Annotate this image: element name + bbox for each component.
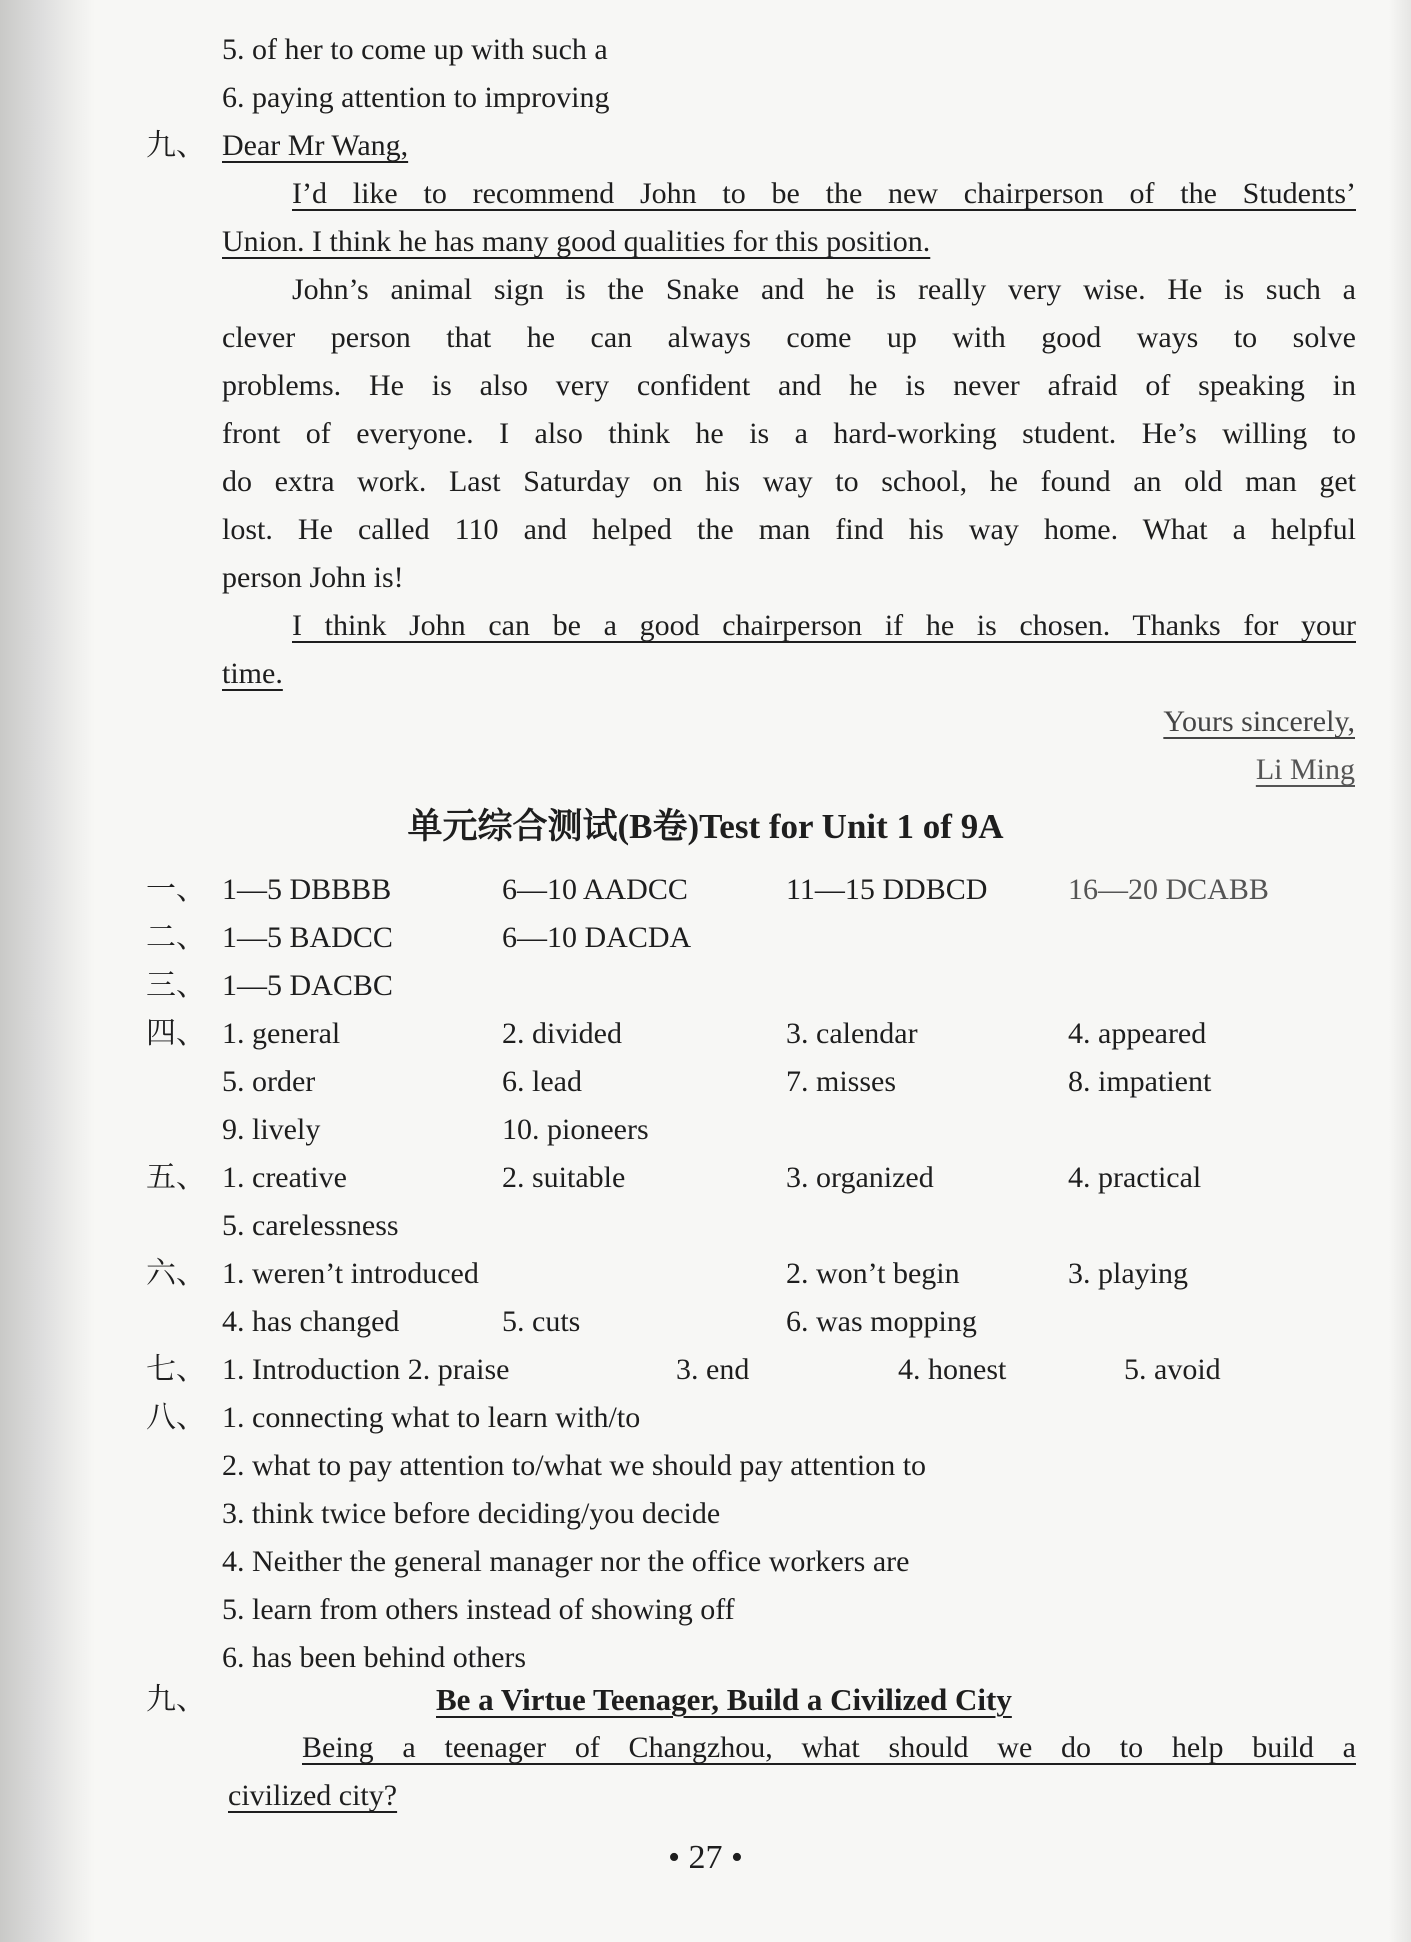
answer-item: 1. Introduction 2. praise: [222, 1353, 510, 1386]
letter-paragraph-line: time.: [222, 657, 283, 690]
letter-paragraph-line: John’s animal sign is the Snake and he is really very wise. He is such a: [292, 273, 1356, 306]
answer-line: 5. of her to come up with such a: [222, 33, 608, 66]
answer-item: 1. general: [222, 1017, 341, 1050]
answer-item: 10. pioneers: [502, 1113, 649, 1146]
answer-item: 6—10 DACDA: [502, 921, 692, 954]
letter-salutation: Dear Mr Wang,: [222, 129, 409, 162]
answer-line: 6. paying attention to improving: [222, 81, 610, 114]
answer-item: 2. suitable: [502, 1161, 626, 1194]
answer-item: 5. carelessness: [222, 1209, 399, 1242]
answer-item: 11—15 DDBCD: [786, 873, 988, 906]
letter-paragraph-line: clever person that he can always come up with good ways to solve: [222, 321, 1356, 354]
answer-item: 6. lead: [502, 1065, 582, 1098]
answer-item: 2. divided: [502, 1017, 622, 1050]
answer-item: 5. cuts: [502, 1305, 581, 1338]
letter-paragraph-line: problems. He is also very confident and he is never afraid of speaking in: [222, 369, 1356, 402]
section-marker: 二、: [146, 921, 206, 954]
answer-item: 2. what to pay attention to/what we should pay attention to: [222, 1449, 927, 1482]
answer-item: 1—5 DBBBB: [222, 873, 392, 906]
section-title: 单元综合测试(B卷)Test for Unit 1 of 9A: [407, 807, 1004, 846]
letter-paragraph-line: person John is!: [222, 561, 404, 594]
essay-title: Be a Virtue Teenager, Build a Civilized City: [436, 1682, 1012, 1717]
letter-paragraph-line: front of everyone. I also think he is a hard-working student. He’s willing to: [222, 417, 1356, 450]
essay-line: Being a teenager of Changzhou, what should we do to help build a: [302, 1731, 1356, 1764]
answer-item: 3. end: [676, 1353, 750, 1386]
answer-item: 9. lively: [222, 1113, 321, 1146]
answer-item: 4. appeared: [1068, 1017, 1207, 1050]
answer-item: 1—5 BADCC: [222, 921, 393, 954]
answer-item: 6—10 AADCC: [502, 873, 688, 906]
answer-item: 1—5 DACBC: [222, 969, 393, 1002]
section-marker: 九、: [146, 1683, 206, 1716]
answer-item: 2. won’t begin: [786, 1257, 960, 1290]
answer-item: 7. misses: [786, 1065, 897, 1098]
section-marker: 四、: [146, 1017, 206, 1050]
section-marker: 五、: [146, 1161, 206, 1194]
page-edge-shadow: [1389, 0, 1411, 1942]
letter-paragraph-line: I’d like to recommend John to be the new chairperson of the Students’: [292, 177, 1356, 210]
binding-gutter-shadow: [0, 0, 95, 1942]
section-marker: 八、: [146, 1401, 206, 1434]
answer-item: 4. honest: [898, 1353, 1007, 1386]
answer-item: 1. weren’t introduced: [222, 1257, 479, 1290]
answer-item: 4. Neither the general manager nor the office workers are: [222, 1545, 910, 1578]
essay-line: civilized city?: [228, 1779, 398, 1812]
letter-signature: Li Ming: [1255, 753, 1355, 786]
letter-closing: Yours sincerely,: [1163, 705, 1355, 738]
answer-item: 5. order: [222, 1065, 316, 1098]
answer-item: 6. was mopping: [786, 1305, 977, 1338]
answer-item: 3. calendar: [786, 1017, 918, 1050]
answer-item: 1. connecting what to learn with/to: [222, 1401, 641, 1434]
page-number: • 27 •: [668, 1839, 743, 1876]
answer-item: 4. has changed: [222, 1305, 400, 1338]
section-marker: 六、: [146, 1257, 206, 1290]
answer-item: 4. practical: [1068, 1161, 1202, 1194]
answer-item: 6. has been behind others: [222, 1641, 527, 1674]
answer-item: 1. creative: [222, 1161, 347, 1194]
letter-paragraph-line: lost. He called 110 and helped the man find his way home. What a helpful: [222, 513, 1356, 546]
section-marker: 九、: [146, 129, 206, 162]
answer-item: 3. playing: [1068, 1257, 1188, 1290]
letter-paragraph-line: do extra work. Last Saturday on his way to school, he found an old man get: [222, 465, 1356, 498]
letter-paragraph-line: I think John can be a good chairperson if he is chosen. Thanks for your: [292, 609, 1356, 642]
answer-item: 5. learn from others instead of showing off: [222, 1593, 735, 1626]
answer-item: 3. organized: [786, 1161, 934, 1194]
answer-item: 16—20 DCABB: [1068, 873, 1269, 906]
section-marker: 七、: [146, 1353, 206, 1386]
answer-item: 8. impatient: [1068, 1065, 1212, 1098]
letter-paragraph-line: Union. I think he has many good qualities for this position.: [222, 225, 931, 258]
answer-item: 3. think twice before deciding/you decide: [222, 1497, 721, 1530]
section-marker: 三、: [146, 969, 206, 1002]
section-marker: 一、: [146, 873, 206, 906]
answer-item: 5. avoid: [1124, 1353, 1221, 1386]
